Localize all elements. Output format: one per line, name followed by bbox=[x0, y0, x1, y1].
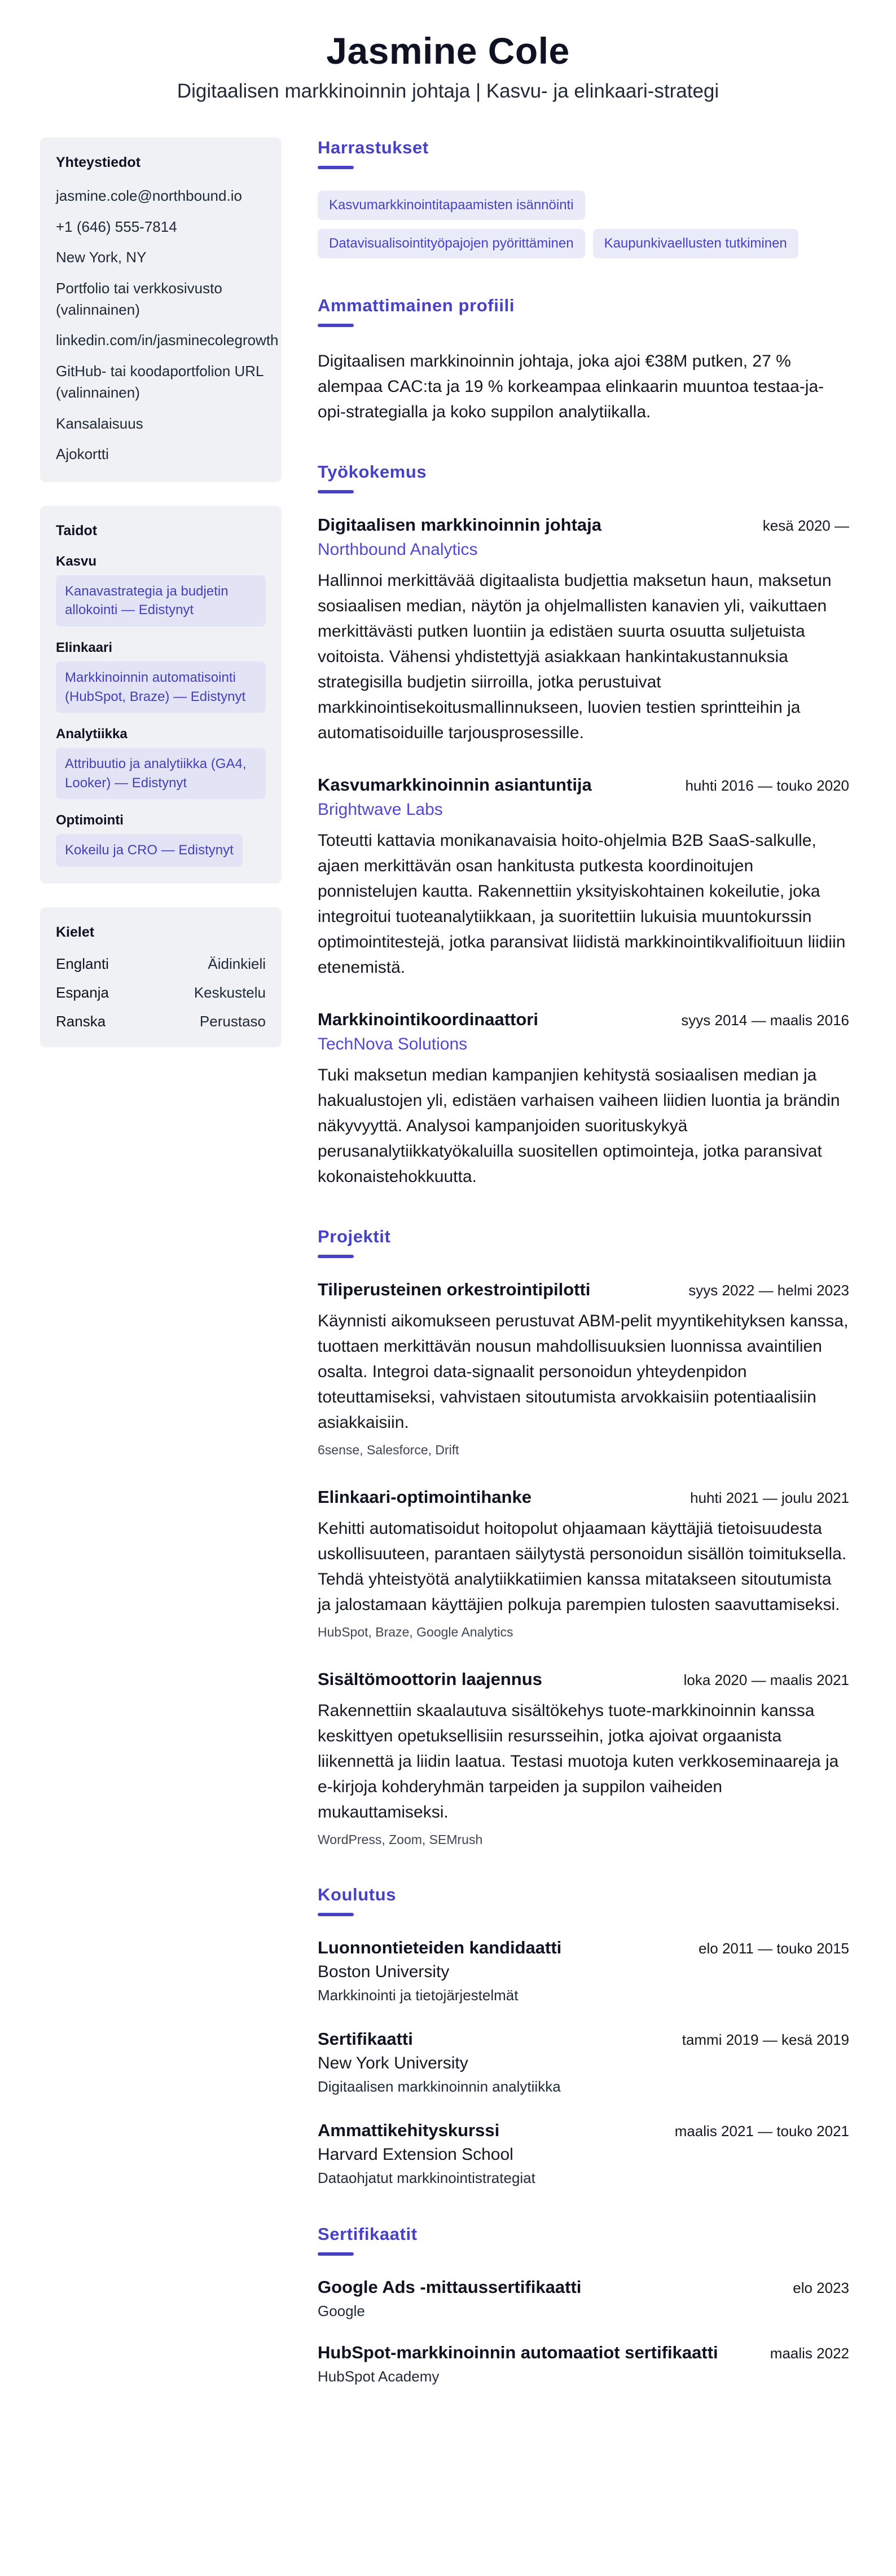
skill-pill: Kanavastrategia ja budjetin allokointi — Edistynyt bbox=[56, 575, 266, 627]
section-title: Ammattimainen profiili bbox=[318, 295, 515, 315]
hobby-tags bbox=[318, 191, 849, 258]
skill-pill: Kokeilu ja CRO — Edistynyt bbox=[56, 834, 243, 867]
contact-driving-license: Ajokortti bbox=[56, 445, 109, 463]
skill-category-label: Optimointi bbox=[56, 813, 124, 828]
certificate-entry-head bbox=[318, 2277, 849, 2297]
education-entry bbox=[318, 2029, 849, 2096]
job-description: Tuki maksetun median kampanjien kehitystä sosiaalisen median ja hakualustojen yli, edistäen varhaisen vaiheen liidien luontia ja brändin näkyvyyttä. Analysoi kampanjoiden suorituskykyä perusanalytiikkatyökaluilla suositellen optimointeja, jotka paransivat kokonaistehokkuutta. bbox=[318, 1066, 840, 1186]
job-dates: syys 2014 — maalis 2016 bbox=[681, 1012, 849, 1029]
education-entry-head bbox=[318, 2029, 849, 2049]
skill-category-label: Analytiikka bbox=[56, 726, 128, 742]
project-description: Kehitti automatisoidut hoitopolut ohjaamaan käyttäjiä tietoisuudesta uskollisuuteen, parantaen säilytystä personoidun sisällön toimituksella. Tehdä yhteistyötä analytiikkatiimien kanssa mitatakseen sitoutumista ja jalostamaan käyttäjien polkuja parempien tulosten saavuttamiseksi. bbox=[318, 1519, 847, 1614]
main-content bbox=[318, 138, 849, 2423]
section-profile bbox=[318, 295, 849, 425]
skill-group bbox=[56, 726, 266, 799]
project-dates: huhti 2021 — joulu 2021 bbox=[690, 1489, 849, 1506]
education-degree: Sertifikaatti bbox=[318, 2029, 413, 2049]
contact-location: New York, NY bbox=[56, 249, 147, 266]
job-entry bbox=[318, 515, 849, 746]
education-school: New York University bbox=[318, 2054, 468, 2072]
skill-category-label: Kasvu bbox=[56, 553, 97, 569]
candidate-tagline: Digitaalisen markkinoinnin johtaja | Kasvu- ja elinkaari-strategi bbox=[177, 80, 719, 102]
certificate-dates: elo 2023 bbox=[793, 2279, 849, 2296]
language-row bbox=[56, 1013, 266, 1030]
project-tools: 6sense, Salesforce, Drift bbox=[318, 1443, 459, 1457]
section-divider bbox=[318, 166, 354, 169]
project-entry-head bbox=[318, 1280, 849, 1300]
job-company: Northbound Analytics bbox=[318, 540, 478, 559]
skill-category-label: Elinkaari bbox=[56, 640, 113, 656]
job-dates: huhti 2016 — touko 2020 bbox=[685, 777, 849, 794]
project-description: Käynnisti aikomukseen perustuvat ABM-pelit myyntikehityksen kanssa, tuottaen merkittävän nousun mahdollisuuksien luonnissa avaintilien osalta. Integroi data-signaalit personoidun yhteydenpidon toteuttamiseksi, vahvistaen sitoutumista arvokkaisiin potentiaalisiin asiakkaisiin. bbox=[318, 1312, 849, 1432]
language-level: Perustaso bbox=[199, 1013, 266, 1030]
section-certificates bbox=[318, 2224, 849, 2385]
section-education bbox=[318, 1885, 849, 2187]
section-divider bbox=[318, 1913, 354, 1916]
job-description: Toteutti kattavia monikanavaisia hoito-ohjelmia B2B SaaS-salkulle, ajaen merkittävän osan hankitusta putkesta koordinoitujen ponnistelujen kautta. Rakennettiin yksityiskohtainen kokeilutie, joka integroitui tuoteanalytiikkaan, ja suoritettiin lukuisia muuntokurssin optimointitestejä, jotka paransivat liidistä markkinointikvalifioituun liidiin etenemistä. bbox=[318, 831, 846, 977]
languages-card-title: Kielet bbox=[56, 924, 95, 941]
project-dates: loka 2020 — maalis 2021 bbox=[683, 1671, 849, 1688]
project-dates: syys 2022 — helmi 2023 bbox=[688, 1282, 849, 1299]
resume-header bbox=[0, 29, 896, 103]
education-entry bbox=[318, 2120, 849, 2187]
job-role: Kasvumarkkinoinnin asiantuntija bbox=[318, 775, 592, 795]
contact-linkedin: linkedin.com/in/jasminecolegrowth bbox=[56, 332, 279, 349]
project-entry bbox=[318, 1487, 849, 1640]
candidate-name: Jasmine Cole bbox=[326, 30, 570, 72]
contact-portfolio: Portfolio tai verkkosivusto (valinnainen) bbox=[56, 280, 222, 318]
project-entry bbox=[318, 1669, 849, 1847]
job-entry-head bbox=[318, 515, 849, 535]
skill-group bbox=[56, 640, 266, 713]
certificate-dates: maalis 2022 bbox=[770, 2345, 849, 2362]
job-company: TechNova Solutions bbox=[318, 1035, 468, 1053]
certificate-name: Google Ads -mittaussertifikaatti bbox=[318, 2277, 582, 2297]
job-entry-head bbox=[318, 775, 849, 795]
contact-nationality: Kansalaisuus bbox=[56, 414, 143, 432]
education-school: Boston University bbox=[318, 1962, 450, 1981]
skill-pill: Markkinoinnin automatisointi (HubSpot, Braze) — Edistynyt bbox=[56, 661, 266, 713]
section-divider bbox=[318, 324, 354, 327]
project-entry-head bbox=[318, 1487, 849, 1507]
section-divider bbox=[318, 2252, 354, 2256]
contact-github: GitHub- tai koodaportfolion URL (valinnainen) bbox=[56, 363, 263, 401]
education-entry-head bbox=[318, 1938, 849, 1958]
certificate-entry bbox=[318, 2343, 849, 2385]
sidebar bbox=[40, 138, 282, 1047]
contact-card-title: Yhteystiedot bbox=[56, 155, 141, 170]
contact-email: jasmine.cole@northbound.io bbox=[56, 187, 242, 204]
project-tools: WordPress, Zoom, SEMrush bbox=[318, 1832, 483, 1847]
project-description: Rakennettiin skaalautuva sisältökehys tuote-markkinoinnin kanssa keskittyen opetuksellisiin resursseihin, jotka ajoivat orgaanista liikennettä ja liidin laatua. Testasi muotoja kuten verkkoseminaareja ja e-kirjoja kohderyhmän tarpeiden ja suppilon vaiheiden mukauttamiseksi. bbox=[318, 1701, 839, 1821]
education-entry bbox=[318, 1938, 849, 2004]
language-level: Keskustelu bbox=[194, 984, 266, 1002]
education-degree: Ammattikehityskurssi bbox=[318, 2120, 500, 2140]
education-dates: maalis 2021 — touko 2021 bbox=[674, 2123, 849, 2140]
skill-group bbox=[56, 554, 266, 627]
certificate-entry bbox=[318, 2277, 849, 2320]
section-experience bbox=[318, 462, 849, 1189]
language-row bbox=[56, 984, 266, 1002]
project-name: Sisältömoottorin laajennus bbox=[318, 1669, 542, 1689]
language-name: Espanja bbox=[56, 984, 109, 1002]
education-dates: elo 2011 — touko 2015 bbox=[699, 1940, 849, 1957]
contact-phone: +1 (646) 555-7814 bbox=[56, 218, 177, 235]
contact-card bbox=[40, 138, 282, 482]
skills-card bbox=[40, 506, 282, 884]
section-hobbies bbox=[318, 138, 849, 258]
section-title: Koulutus bbox=[318, 1885, 397, 1904]
hobby-tag: Kaupunkivaellusten tutkiminen bbox=[593, 229, 798, 258]
language-row bbox=[56, 955, 266, 973]
section-title: Projektit bbox=[318, 1227, 391, 1246]
project-name: Elinkaari-optimointihanke bbox=[318, 1487, 532, 1507]
language-name: Englanti bbox=[56, 955, 109, 973]
section-projects bbox=[318, 1227, 849, 1847]
section-divider bbox=[318, 490, 354, 493]
project-name: Tiliperusteinen orkestrointipilotti bbox=[318, 1280, 591, 1299]
job-entry-head bbox=[318, 1009, 849, 1030]
education-field: Markkinointi ja tietojärjestelmät bbox=[318, 1987, 519, 2004]
education-school: Harvard Extension School bbox=[318, 2145, 513, 2164]
project-entry bbox=[318, 1280, 849, 1458]
skills-card-title: Taidot bbox=[56, 522, 98, 539]
education-dates: tammi 2019 — kesä 2019 bbox=[682, 2031, 849, 2048]
education-entry-head bbox=[318, 2120, 849, 2141]
hobby-tag: Datavisualisointityöpajojen pyörittäminen bbox=[318, 229, 585, 258]
education-degree: Luonnontieteiden kandidaatti bbox=[318, 1938, 562, 1957]
education-field: Dataohjatut markkinointistrategiat bbox=[318, 2169, 535, 2186]
project-entry-head bbox=[318, 1669, 849, 1690]
resume-columns bbox=[0, 103, 896, 2423]
section-title: Työkokemus bbox=[318, 462, 427, 482]
section-divider bbox=[318, 1255, 354, 1258]
certificate-name: HubSpot-markkinoinnin automaatiot sertifikaatti bbox=[318, 2343, 718, 2362]
job-company: Brightwave Labs bbox=[318, 800, 443, 819]
section-title: Harrastukset bbox=[318, 138, 429, 157]
hobby-tag: Kasvumarkkinointitapaamisten isännöinti bbox=[318, 191, 585, 220]
job-entry bbox=[318, 1009, 849, 1189]
job-role: Markkinointikoordinaattori bbox=[318, 1009, 538, 1029]
project-tools: HubSpot, Braze, Google Analytics bbox=[318, 1625, 513, 1639]
job-description: Hallinnoi merkittävää digitaalista budjettia maksetun haun, maksetun sosiaalisen median, näytön ja ohjelmallisten kanavien yli, vaikuttaen merkittävästi putken luontiin ja edistäen suurta osuutta suljetuista voitoista. Vähensi yhdistettyjä asiakkaan hankintakustannuksia strategisilla budjetin siirroilla, jotka perustuivat markkinointisekoitusmallinnukseen, luovien testien sprintteihin ja automatisoiduille tarjousprosessille. bbox=[318, 571, 832, 742]
certificate-entry-head bbox=[318, 2343, 849, 2363]
language-level: Äidinkieli bbox=[208, 955, 266, 973]
language-name: Ranska bbox=[56, 1013, 106, 1030]
job-dates: kesä 2020 — bbox=[762, 517, 849, 534]
languages-card bbox=[40, 907, 282, 1047]
certificate-issuer: Google bbox=[318, 2302, 365, 2319]
job-entry bbox=[318, 775, 849, 980]
certificate-issuer: HubSpot Academy bbox=[318, 2368, 440, 2385]
job-role: Digitaalisen markkinoinnin johtaja bbox=[318, 515, 601, 535]
education-field: Digitaalisen markkinoinnin analytiikka bbox=[318, 2078, 561, 2095]
skill-group bbox=[56, 813, 266, 867]
skill-pill: Attribuutio ja analytiikka (GA4, Looker) — Edistynyt bbox=[56, 748, 266, 799]
section-title: Sertifikaatit bbox=[318, 2224, 418, 2244]
profile-summary: Digitaalisen markkinoinnin johtaja, joka ajoi €38M putken, 27 % alempaa CAC:ta ja 19 % korkeampaa elinkaarin muuntoa testaa-ja-opi-strategialla ja koko suppilon analytiikalla. bbox=[318, 352, 824, 421]
